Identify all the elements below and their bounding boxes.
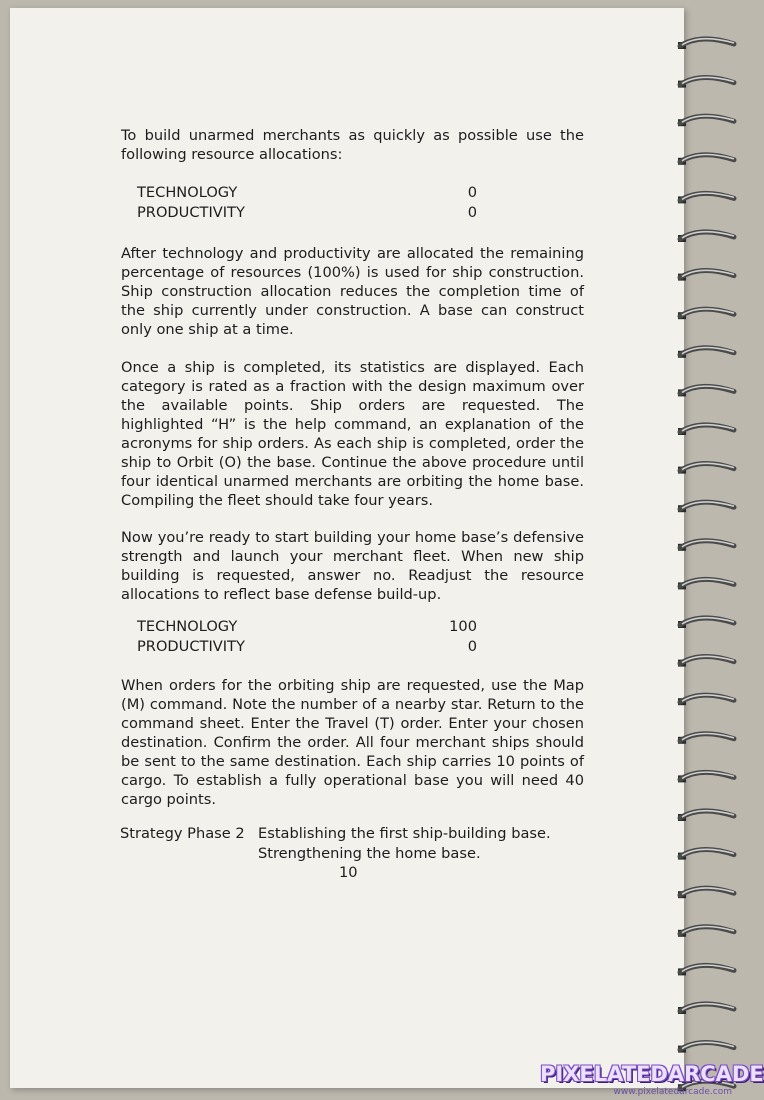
binding-coil: [678, 309, 734, 319]
allocation-row-productivity: [137, 638, 477, 658]
allocation-label: PRODUCTIVITY: [137, 204, 245, 221]
watermark-url: www.pixelatedarcade.com: [613, 1087, 732, 1097]
binding-coil: [678, 270, 734, 280]
binding-coil: [678, 155, 734, 165]
binding-coil: [678, 734, 734, 744]
binding-coil: [678, 502, 734, 512]
binding-coil: [678, 656, 734, 666]
paragraph-unarmed-merchants: To build unarmed merchants as quickly as possible use the following resource allocations:: [121, 127, 584, 163]
binding-coil: [678, 927, 734, 937]
binding-coil: [678, 579, 734, 589]
allocation-label: TECHNOLOGY: [137, 184, 238, 201]
paragraph-ship-completed: Once a ship is completed, its statistics are displayed. Each category is rated as a fraction with the design maximum over the available points. Ship orders are requested. The highlighted “H” is the help command, an explanation of the acronyms for ship orders. As each ship is completed, order the ship to Orbit (O) the base. Continue the above procedure until four identical unarmed merchants are orbiting the home base. Compiling the fleet should take four years.: [121, 359, 584, 509]
allocation-table-1: [137, 184, 477, 224]
paragraph-defensive-strength: Now you’re ready to start building your home base’s defensive strength and launch your merchant fleet. When new ship building is requested, answer no. Readjust the resource allocations to reflect base defense build-up.: [121, 529, 584, 603]
binding-coil: [678, 618, 734, 628]
binding-coil: [678, 116, 734, 126]
binding-coil: [678, 39, 734, 49]
watermark-logo: PIXELATEDARCADE: [540, 1062, 764, 1086]
binding-coil: [678, 1004, 734, 1014]
binding-coil: [678, 772, 734, 782]
allocation-value: 100: [449, 618, 477, 635]
allocation-row-technology: [137, 618, 477, 638]
allocation-row-technology: [137, 184, 477, 204]
allocation-value: 0: [467, 204, 477, 221]
allocation-label: TECHNOLOGY: [137, 618, 238, 635]
strategy-phase-line-2: Strengthening the home base.: [258, 845, 481, 862]
binding-coil: [678, 695, 734, 705]
page-number: 10: [339, 864, 358, 881]
binding-coil: [678, 348, 734, 358]
binding-coil: [678, 811, 734, 821]
binding-coil: [678, 888, 734, 898]
allocation-row-productivity: [137, 204, 477, 224]
allocation-label: PRODUCTIVITY: [137, 638, 245, 655]
binding-coil: [678, 463, 734, 473]
strategy-phase-line-1: Establishing the first ship-building base.: [258, 825, 551, 842]
binding-coil: [678, 425, 734, 435]
binding-coil: [678, 77, 734, 87]
strategy-phase-label: Strategy Phase 2: [120, 825, 245, 842]
binding-coil: [678, 541, 734, 551]
binding-coil: [678, 1042, 734, 1052]
allocation-table-2: [137, 618, 477, 658]
binding-coil: [678, 965, 734, 975]
paragraph-map-travel-orders: When orders for the orbiting ship are requested, use the Map (M) command. Note the number of a nearby star. Return to the command sheet. Enter the Travel (T) order. Enter your chosen destination. Confirm the order. All four merchant ships should be sent to the same destination. Each ship carries 10 points of cargo. To establish a fully operational base you will need 40 cargo points.: [121, 677, 584, 808]
allocation-value: 0: [467, 638, 477, 655]
binding-coil: [678, 193, 734, 203]
binding-coil: [678, 849, 734, 859]
paragraph-resource-allocation: After technology and productivity are allocated the remaining percentage of resources (100%) is used for ship construction. Ship construction allocation reduces the completion time of the ship currently under construction. A base can construct only one ship at a time.: [121, 245, 584, 338]
allocation-value: 0: [467, 184, 477, 201]
binding-coil: [678, 386, 734, 396]
binding-coil: [678, 232, 734, 242]
spiral-binding: [676, 0, 736, 1100]
